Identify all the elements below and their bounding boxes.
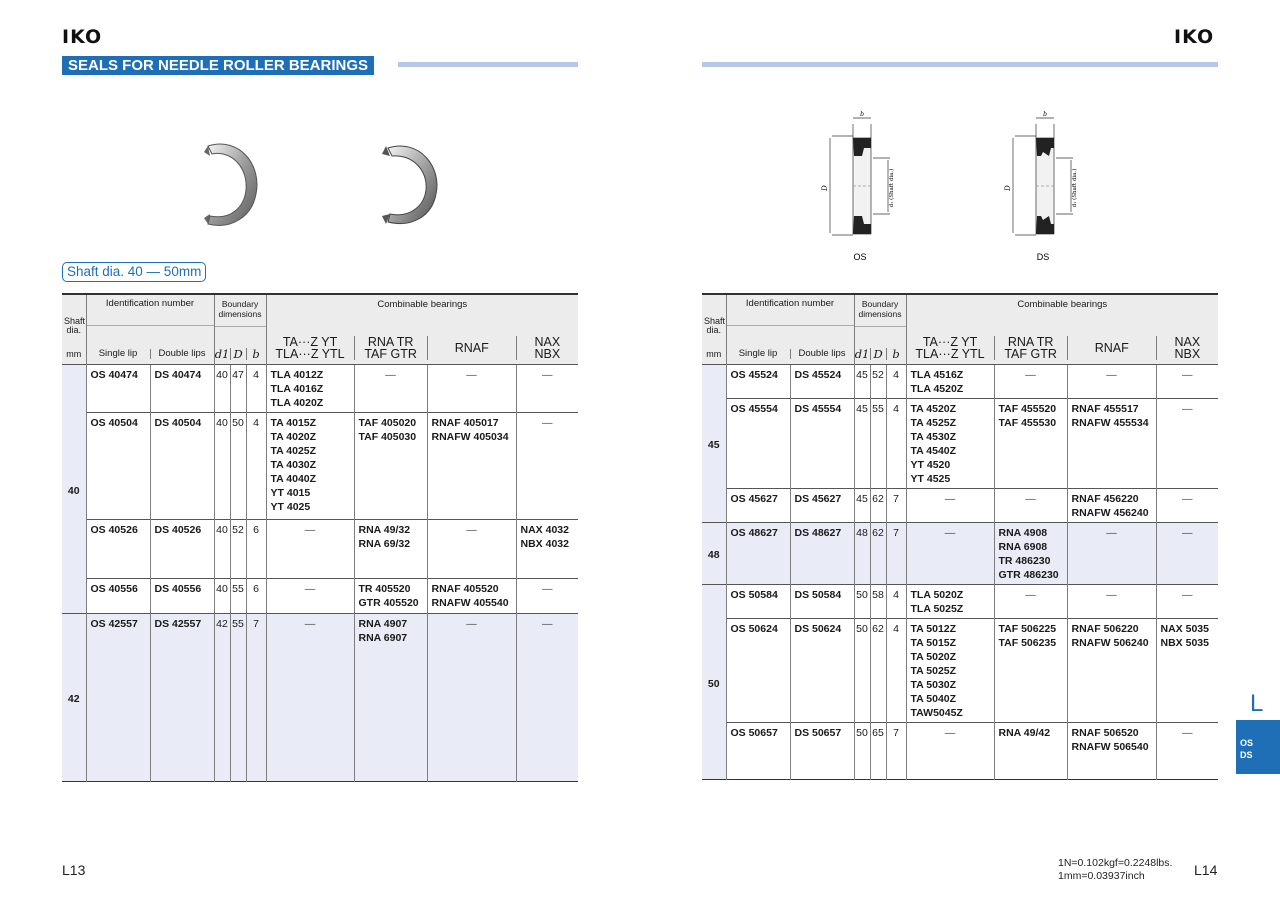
- col-ident-number: Identification number Single lip Double lips: [726, 294, 854, 365]
- bearing-code: TAF 405030: [358, 431, 417, 443]
- bearing-code: RNAFW 456240: [1071, 507, 1149, 519]
- bearing-code: TA 4025Z: [270, 445, 317, 457]
- bearing-code: RNA 6908: [998, 541, 1048, 553]
- bearing-code: RNAF 506220: [1071, 623, 1139, 635]
- bearing-code: —: [304, 524, 316, 536]
- bearing-code: —: [944, 527, 956, 539]
- ta-cell: [906, 723, 994, 780]
- col-single-lip: Single lip: [738, 348, 778, 360]
- b-cell: 7: [886, 723, 906, 780]
- bearing-code: RNAF 506520: [1071, 727, 1139, 739]
- single-lip-cell: OS 48627: [726, 523, 790, 585]
- nax-cell: [516, 365, 578, 413]
- seal-section-diagram-ds: [1003, 108, 1083, 264]
- side-tab[interactable]: [1236, 720, 1280, 774]
- bearing-code: RNAF 456220: [1071, 493, 1139, 505]
- table-row: [62, 413, 578, 520]
- bearing-code: —: [1106, 527, 1117, 539]
- col-ta-tla: TA···Z YT TLA···Z YTL: [915, 335, 985, 361]
- rna-cell: [354, 365, 427, 413]
- d1-cell: 50: [854, 723, 870, 780]
- side-tab-line1: OS: [1240, 738, 1254, 748]
- bearing-code: RNA 69/32: [358, 538, 411, 550]
- rnaf-cell: [1067, 723, 1156, 780]
- diagram-label-shaft: d₁ (Shaft dia.): [889, 168, 895, 208]
- col-b: b: [886, 348, 906, 360]
- table-header: [62, 294, 578, 365]
- ta-cell: [266, 579, 354, 614]
- single-lip-cell: OS 50584: [726, 585, 790, 619]
- rnaf-cell: [427, 614, 516, 782]
- col-D: D: [870, 348, 886, 360]
- col-boundary-dims: Boundary dimensions d1 D b: [214, 294, 266, 365]
- nax-cell: [1156, 619, 1218, 723]
- bearing-code: TAF 455530: [998, 417, 1057, 429]
- bearing-code: TA 5025Z: [910, 665, 957, 677]
- nax-cell: [1156, 585, 1218, 619]
- single-lip-cell: OS 50657: [726, 723, 790, 780]
- bearing-code: RNA 6907: [358, 632, 408, 644]
- table-row: [62, 614, 578, 782]
- ta-cell: [906, 619, 994, 723]
- bearing-code: TA 5015Z: [910, 637, 957, 649]
- D-cell: 50: [230, 413, 246, 520]
- bearing-code: —: [466, 618, 477, 630]
- col-d1: d1: [214, 346, 230, 361]
- nax-cell: [1156, 489, 1218, 523]
- bearing-code: RNAF 405017: [431, 417, 499, 429]
- bearing-code: RNAFW 455534: [1071, 417, 1149, 429]
- iko-logo-left: IKO: [62, 26, 103, 48]
- bearing-code: YT 4025: [270, 501, 311, 513]
- ta-cell: [906, 585, 994, 619]
- section-title: SEALS FOR NEEDLE ROLLER BEARINGS: [62, 56, 374, 75]
- seal-photo-double-lip: [380, 140, 442, 230]
- bearing-code: TAF 405020: [358, 417, 417, 429]
- col-boundary-dims: Boundary dimensions d1 D b: [854, 294, 906, 365]
- bearing-code: —: [1182, 727, 1193, 739]
- bearing-code: —: [466, 524, 477, 536]
- b-cell: 7: [886, 489, 906, 523]
- col-nax-nbx: NAX NBX: [1156, 336, 1218, 360]
- diagram-label-D: D: [1004, 185, 1012, 191]
- d1-cell: 40: [214, 365, 230, 413]
- bearing-code: TA 5030Z: [910, 679, 957, 691]
- bearing-code: —: [1025, 493, 1036, 505]
- double-lips-cell: DS 45524: [790, 365, 854, 399]
- rnaf-cell: [1067, 489, 1156, 523]
- bearing-code: TAW5045Z: [910, 707, 963, 719]
- col-shaft-dia: Shaft dia. mm: [702, 294, 726, 365]
- single-lip-cell: OS 40556: [86, 579, 150, 614]
- bearing-code: RNAFW 405540: [431, 597, 509, 609]
- iko-logo-right: IKO: [1174, 26, 1215, 48]
- ta-cell: [906, 365, 994, 399]
- bearing-code: NBX 4032: [520, 538, 569, 550]
- bearing-code: TA 4540Z: [910, 445, 957, 457]
- diagram-label-D: D: [821, 185, 829, 191]
- bearing-code: RNAF 405520: [431, 583, 499, 595]
- title-rule-right: [702, 62, 1218, 67]
- bearing-code: —: [1182, 589, 1193, 601]
- b-cell: 4: [246, 413, 266, 520]
- single-lip-cell: OS 40504: [86, 413, 150, 520]
- table-row: [62, 579, 578, 614]
- d1-cell: 45: [854, 399, 870, 489]
- bearing-code: NBX 5035: [1160, 637, 1209, 649]
- col-nax-nbx: NAX NBX: [516, 336, 578, 360]
- double-lips-cell: DS 48627: [790, 523, 854, 585]
- diagram-label-shaft: d₁ (Shaft dia.): [1072, 168, 1078, 208]
- bearing-code: —: [1025, 369, 1036, 381]
- bearing-code: YT 4525: [910, 473, 951, 485]
- bearing-code: TA 4015Z: [270, 417, 317, 429]
- d1-cell: 40: [214, 579, 230, 614]
- double-lips-cell: DS 40474: [150, 365, 214, 413]
- bearing-code: —: [1182, 403, 1193, 415]
- conversion-length: 1mm=0.03937inch: [1058, 870, 1145, 882]
- D-cell: 55: [230, 579, 246, 614]
- D-cell: 62: [870, 489, 886, 523]
- col-ta-tla: TA···Z YT TLA···Z YTL: [275, 335, 345, 361]
- seal-spec-table-left: [62, 293, 578, 782]
- table-row: [702, 523, 1218, 585]
- diagram-label-b: b: [1043, 111, 1047, 118]
- table-row: [62, 365, 578, 413]
- col-rnaf: RNAF: [427, 336, 516, 360]
- bearing-code: NAX 5035: [1160, 623, 1209, 635]
- double-lips-cell: DS 40526: [150, 520, 214, 579]
- bearing-code: TA 4525Z: [910, 417, 957, 429]
- table-row: [702, 365, 1218, 399]
- col-b: b: [246, 348, 266, 360]
- ta-cell: [266, 365, 354, 413]
- bearing-code: —: [542, 583, 553, 595]
- bearing-code: TA 5012Z: [910, 623, 957, 635]
- seal-spec-table-right: [702, 293, 1218, 780]
- table-row: [702, 723, 1218, 780]
- conversion-force: 1N=0.102kgf=0.2248lbs.: [1058, 857, 1173, 869]
- rnaf-cell: [427, 579, 516, 614]
- D-cell: 58: [870, 585, 886, 619]
- col-D: D: [230, 348, 246, 360]
- bearing-code: RNAFW 506240: [1071, 637, 1149, 649]
- bearing-code: TAF 506235: [998, 637, 1057, 649]
- col-shaft-dia: Shaft dia. mm: [62, 294, 86, 365]
- b-cell: 4: [246, 365, 266, 413]
- bearing-code: —: [385, 369, 396, 381]
- d1-cell: 45: [854, 489, 870, 523]
- rna-cell: [994, 399, 1067, 489]
- bearing-code: TLA 5025Z: [910, 603, 964, 615]
- table-header: [702, 294, 1218, 365]
- bearing-code: RNA 4908: [998, 527, 1048, 539]
- diagram-caption-ds: DS: [1036, 252, 1050, 262]
- double-lips-cell: DS 42557: [150, 614, 214, 782]
- bearing-code: RNA 49/42: [998, 727, 1051, 739]
- D-cell: 52: [230, 520, 246, 579]
- shaft-dia-cell: 45: [702, 365, 726, 523]
- rna-cell: [994, 723, 1067, 780]
- double-lips-cell: DS 45627: [790, 489, 854, 523]
- nax-cell: [1156, 523, 1218, 585]
- seal-photo-single-lip: [200, 136, 262, 232]
- bearing-code: —: [304, 618, 316, 630]
- col-combinable: Combinable bearings TA···Z YT TLA···Z YTL RNA TR TAF GTR RNAF NAX NBX: [906, 294, 1218, 365]
- bearing-code: RNA 49/32: [358, 524, 411, 536]
- nax-cell: [1156, 723, 1218, 780]
- double-lips-cell: DS 40504: [150, 413, 214, 520]
- shaft-dia-cell: 48: [702, 523, 726, 585]
- rna-cell: [994, 585, 1067, 619]
- D-cell: 65: [870, 723, 886, 780]
- rnaf-cell: [1067, 585, 1156, 619]
- bearing-code: TA 4030Z: [270, 459, 317, 471]
- bearing-code: —: [1182, 527, 1193, 539]
- table-row: [702, 489, 1218, 523]
- bearing-code: —: [1182, 493, 1193, 505]
- d1-cell: 40: [214, 413, 230, 520]
- D-cell: 62: [870, 619, 886, 723]
- bearing-code: YT 4015: [270, 487, 311, 499]
- bearing-code: —: [466, 369, 477, 381]
- single-lip-cell: OS 40474: [86, 365, 150, 413]
- side-tab-line2: DS: [1240, 750, 1253, 760]
- bearing-code: TA 4040Z: [270, 473, 317, 485]
- bearing-code: TR 486230: [998, 555, 1051, 567]
- rnaf-cell: [1067, 523, 1156, 585]
- bearing-code: GTR 405520: [358, 597, 419, 609]
- bearing-code: TLA 4012Z: [270, 369, 324, 381]
- double-lips-cell: DS 40556: [150, 579, 214, 614]
- b-cell: 6: [246, 579, 266, 614]
- double-lips-cell: DS 50584: [790, 585, 854, 619]
- bearing-code: TLA 4520Z: [910, 383, 964, 395]
- single-lip-cell: OS 42557: [86, 614, 150, 782]
- d1-cell: 40: [214, 520, 230, 579]
- bearing-code: —: [1182, 369, 1193, 381]
- D-cell: 52: [870, 365, 886, 399]
- bearing-code: TAF 455520: [998, 403, 1057, 415]
- page-number-left: L13: [62, 862, 86, 878]
- bearing-code: TAF 506225: [998, 623, 1057, 635]
- b-cell: 4: [886, 619, 906, 723]
- table-row: [702, 619, 1218, 723]
- bearing-code: —: [1106, 369, 1117, 381]
- rnaf-cell: [427, 413, 516, 520]
- nax-cell: [516, 579, 578, 614]
- bearing-code: —: [1106, 589, 1117, 601]
- single-lip-cell: OS 40526: [86, 520, 150, 579]
- shaft-dia-label: Shaft dia. 40 — 50mm: [62, 262, 206, 282]
- d1-cell: 50: [854, 619, 870, 723]
- page-number-right: L14: [1194, 862, 1218, 878]
- col-double-lips: Double lips: [790, 349, 854, 359]
- D-cell: 55: [870, 399, 886, 489]
- rna-cell: [354, 614, 427, 782]
- ta-cell: [906, 399, 994, 489]
- ta-cell: [266, 413, 354, 520]
- b-cell: 4: [886, 365, 906, 399]
- rnaf-cell: [1067, 619, 1156, 723]
- nax-cell: [516, 413, 578, 520]
- rna-cell: [354, 520, 427, 579]
- table-row: [62, 520, 578, 579]
- nax-cell: [1156, 399, 1218, 489]
- bearing-code: TLA 5020Z: [910, 589, 964, 601]
- bearing-code: GTR 486230: [998, 569, 1059, 581]
- single-lip-cell: OS 45554: [726, 399, 790, 489]
- col-double-lips: Double lips: [150, 349, 214, 359]
- bearing-code: YT 4520: [910, 459, 951, 471]
- bearing-code: TR 405520: [358, 583, 411, 595]
- shaft-dia-cell: 42: [62, 614, 86, 782]
- rna-cell: [994, 489, 1067, 523]
- bearing-code: —: [944, 493, 956, 505]
- shaft-dia-cell: 50: [702, 585, 726, 780]
- bearing-code: RNAFW 405034: [431, 431, 509, 443]
- ta-cell: [906, 523, 994, 585]
- d1-cell: 42: [214, 614, 230, 782]
- d1-cell: 45: [854, 365, 870, 399]
- double-lips-cell: DS 50624: [790, 619, 854, 723]
- nax-cell: [516, 614, 578, 782]
- b-cell: 7: [886, 523, 906, 585]
- bearing-code: RNAFW 506540: [1071, 741, 1149, 753]
- bearing-code: TLA 4016Z: [270, 383, 324, 395]
- b-cell: 4: [886, 585, 906, 619]
- bearing-code: TA 5020Z: [910, 651, 957, 663]
- rna-cell: [994, 365, 1067, 399]
- rnaf-cell: [427, 520, 516, 579]
- bearing-code: TA 4520Z: [910, 403, 957, 415]
- side-tab-letter[interactable]: L: [1250, 690, 1264, 717]
- bearing-code: NAX 4032: [520, 524, 569, 536]
- bearing-code: TLA 4516Z: [910, 369, 964, 381]
- table-body: [702, 365, 1218, 780]
- diagram-caption-os: OS: [853, 252, 867, 262]
- bearing-code: —: [542, 369, 553, 381]
- seal-section-diagram-os: [820, 108, 900, 264]
- single-lip-cell: OS 50624: [726, 619, 790, 723]
- ta-cell: [266, 614, 354, 782]
- table-row: [702, 399, 1218, 489]
- b-cell: 4: [886, 399, 906, 489]
- bearing-code: —: [944, 727, 956, 739]
- bearing-code: —: [542, 417, 553, 429]
- rna-cell: [354, 413, 427, 520]
- b-cell: 6: [246, 520, 266, 579]
- bearing-code: —: [304, 583, 316, 595]
- table-row: [702, 585, 1218, 619]
- col-single-lip: Single lip: [98, 348, 138, 360]
- unit-conversion: [1058, 857, 1172, 883]
- single-lip-cell: OS 45627: [726, 489, 790, 523]
- col-rna-taf: RNA TR TAF GTR: [354, 336, 427, 360]
- col-d1: d1: [854, 346, 870, 361]
- diagram-label-b: b: [860, 111, 864, 118]
- bearing-code: TA 5040Z: [910, 693, 957, 705]
- rna-cell: [994, 523, 1067, 585]
- rnaf-cell: [1067, 365, 1156, 399]
- col-ident-number: Identification number Single lip Double lips: [86, 294, 214, 365]
- D-cell: 55: [230, 614, 246, 782]
- d1-cell: 48: [854, 523, 870, 585]
- col-rna-taf: RNA TR TAF GTR: [994, 336, 1067, 360]
- rnaf-cell: [427, 365, 516, 413]
- double-lips-cell: DS 50657: [790, 723, 854, 780]
- nax-cell: [516, 520, 578, 579]
- bearing-code: —: [1025, 589, 1036, 601]
- ta-cell: [906, 489, 994, 523]
- ta-cell: [266, 520, 354, 579]
- rna-cell: [994, 619, 1067, 723]
- bearing-code: TA 4530Z: [910, 431, 957, 443]
- col-combinable: Combinable bearings TA···Z YT TLA···Z YTL RNA TR TAF GTR RNAF NAX NBX: [266, 294, 578, 365]
- bearing-code: TLA 4020Z: [270, 397, 324, 409]
- shaft-dia-cell: 40: [62, 365, 86, 614]
- title-rule-left: [398, 62, 578, 67]
- d1-cell: 50: [854, 585, 870, 619]
- bearing-code: TA 4020Z: [270, 431, 317, 443]
- double-lips-cell: DS 45554: [790, 399, 854, 489]
- nax-cell: [1156, 365, 1218, 399]
- b-cell: 7: [246, 614, 266, 782]
- D-cell: 62: [870, 523, 886, 585]
- col-rnaf: RNAF: [1067, 336, 1156, 360]
- D-cell: 47: [230, 365, 246, 413]
- rnaf-cell: [1067, 399, 1156, 489]
- bearing-code: RNA 4907: [358, 618, 408, 630]
- table-body: [62, 365, 578, 782]
- single-lip-cell: OS 45524: [726, 365, 790, 399]
- bearing-code: RNAF 455517: [1071, 403, 1139, 415]
- rna-cell: [354, 579, 427, 614]
- bearing-code: —: [542, 618, 553, 630]
